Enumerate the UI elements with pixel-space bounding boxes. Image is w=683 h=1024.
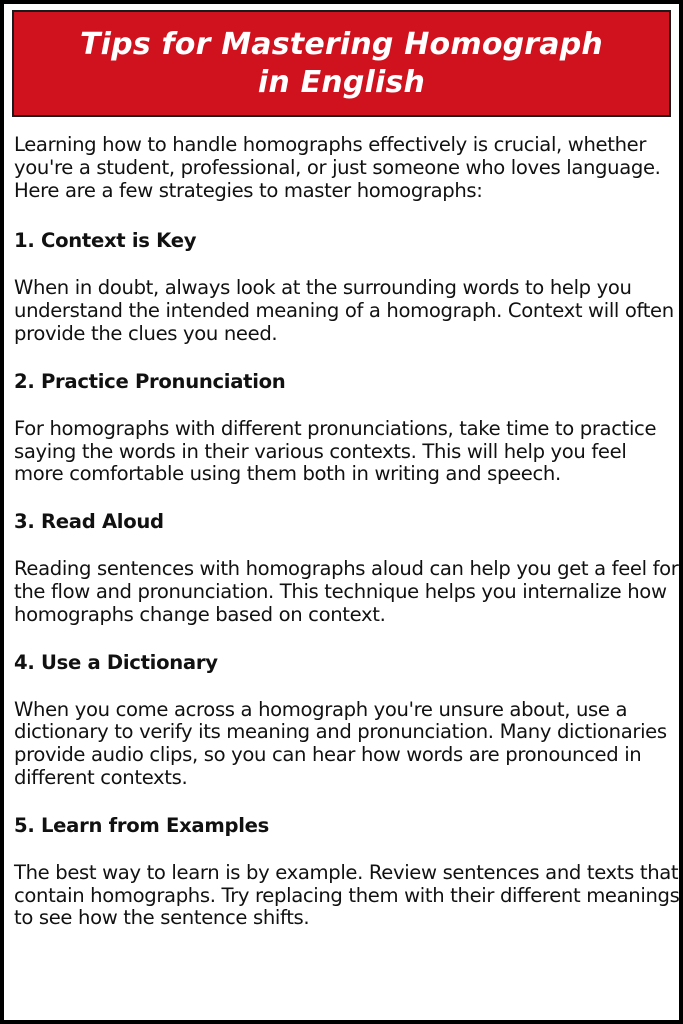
tip-body: When you come across a homograph you're unsure about, use a dictionary to verify its meaning and pronunciation. Many dictionaries provide audio clips, so you can hear how words are pronounced in different contexts. [14,697,667,789]
tip-heading: 5. Learn from Examples [14,813,269,837]
tip-body: The best way to learn is by example. Review sentences and texts that contain homographs. Try replacing them with their different meanings to see how the sentence shifts. [14,860,680,930]
tip-heading: 4. Use a Dictionary [14,650,218,674]
article-body [14,134,680,954]
tip-section [14,370,680,486]
tip-section [14,229,680,345]
tip-section [14,651,680,790]
tip-heading: 3. Read Aloud [14,510,164,534]
intro-paragraph: Learning how to handle homographs effectively is crucial, whether you're a student, professional, or just someone who loves language. Here are a few strategies to master homographs: [14,133,661,202]
tip-section [14,814,680,930]
tip-body: Reading sentences with homographs aloud can help you get a feel for the flow and pronunciation. This technique helps you internalize how homographs change based on context. [14,557,679,626]
tip-body: When in doubt, always look at the surrounding words to help you understand the intended meaning of a homograph. Context will often provide the clues you need. [14,276,674,345]
tip-section [14,510,680,626]
tip-body: For homographs with different pronunciations, take time to practice saying the words in their various contexts. This will help you feel more comfortable using them both in writing and speech. [14,416,657,486]
page-title: Tips for Mastering Homograph in English [80,26,603,100]
title-banner [12,10,671,117]
tip-heading: 2. Practice Pronunciation [14,369,286,393]
tip-heading: 1. Context is Key [14,229,197,253]
